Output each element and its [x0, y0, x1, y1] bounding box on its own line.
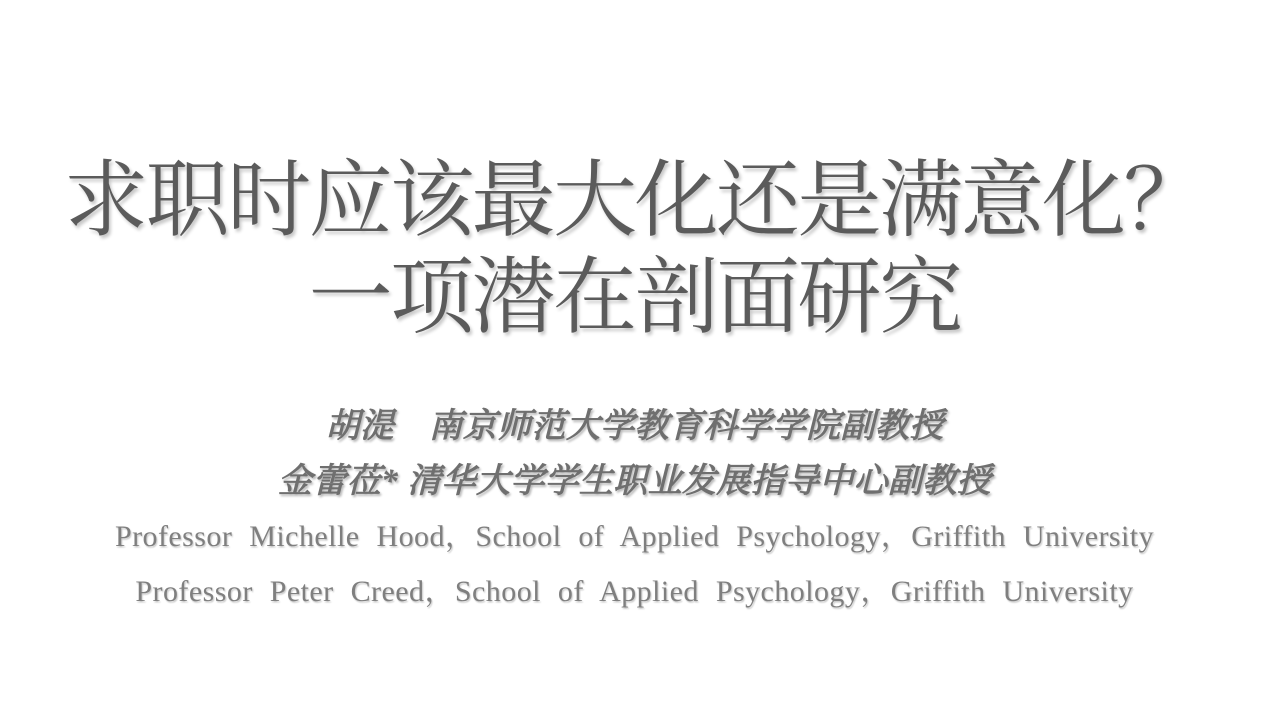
author-en-peter-creed: Professor Peter Creed，School of Applied Psychology，Griffith University	[135, 575, 1134, 608]
authors-block	[0, 399, 1269, 619]
author-cn-jin-leili: 金蕾莅* 清华大学学生职业发展指导中心副教授	[278, 463, 991, 500]
author-cn-hu-shi: 胡湜 南京师范大学教育科学学院副教授	[325, 408, 944, 445]
slide-title-line-2: 一项潜在剖面研究	[308, 252, 961, 345]
slide-title	[0, 153, 1269, 347]
slide-title-line-1: 求职时应该最大化还是满意化？	[64, 155, 1205, 248]
author-en-michelle-hood: Professor Michelle Hood，School of Applied Psychology，Griffith University	[114, 520, 1155, 553]
